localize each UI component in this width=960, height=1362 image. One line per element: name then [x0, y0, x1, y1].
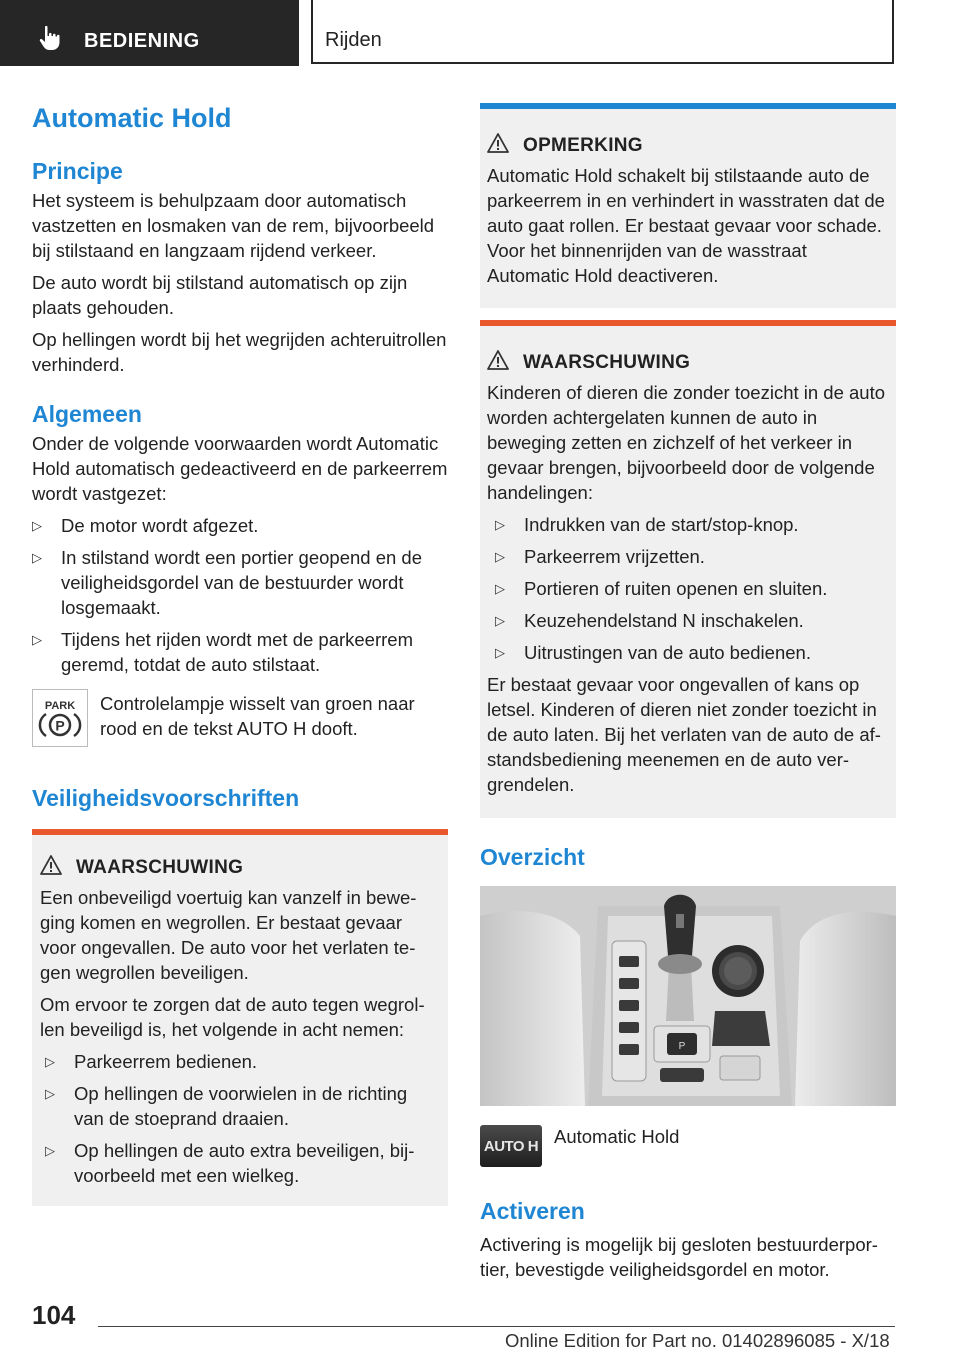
bullet-triangle-icon: ▷	[32, 632, 42, 647]
warning-box-right	[480, 320, 896, 818]
list-item: ▷ De motor wordt afgezet.	[32, 515, 259, 536]
list-item: ▷ In stilstand wordt een portier geopend en de veiligheidsgordel van de bestuurder wordt losgemaakt.	[32, 547, 422, 618]
bullet-triangle-icon: ▷	[32, 550, 42, 565]
algemeen-intro: Onder de volgende voorwaarden wordt Automatic Hold automatisch gedeactiveerd en de parkeerrem wordt vastgezet:	[32, 433, 448, 504]
edition-text: Online Edition for Part no. 01402896085 - X/18	[505, 1330, 890, 1351]
list-item: ▷ Op hellingen de auto extra beveiligen, bijvoorbeeld met een wielkeg.	[45, 1140, 415, 1186]
bullet-triangle-icon: ▷	[495, 549, 505, 564]
bullet-triangle-icon: ▷	[495, 517, 505, 532]
bullet-triangle-icon: ▷	[495, 645, 505, 660]
bullet-triangle-icon: ▷	[45, 1054, 55, 1069]
principe-paragraph-2: De auto wordt bij stilstand automatisch op zijn plaats gehouden.	[32, 272, 408, 318]
section-title: BEDIENING	[84, 30, 200, 52]
svg-text:PARK: PARK	[44, 700, 76, 712]
bullet-triangle-icon: ▷	[45, 1143, 55, 1158]
auto-h-caption: Automatic Hold	[554, 1126, 680, 1147]
warning-bullet-list	[487, 512, 889, 665]
heading-activeren: Activeren	[480, 1198, 585, 1224]
list-item: ▷ Parkeerrem bedienen.	[45, 1051, 258, 1072]
center-console-illustration	[480, 886, 896, 1106]
warning-outro: Er bestaat gevaar voor ongevallen of kans op letsel. Kinderen of dieren niet zonder toezicht in de auto laten. Bij het verlaten van de auto de afstandsbediening meenemen en de auto vergrendelen.	[487, 674, 881, 795]
bullet-triangle-icon: ▷	[495, 581, 505, 596]
warning-paragraph-1: Een onbeveiligd voertuig kan vanzelf in beweging komen en wegrollen. Er bestaat gevaar voor ongevallen. De auto voor het verlaten tegen wegrollen beveiligen.	[40, 887, 417, 983]
page-title: Automatic Hold	[32, 103, 232, 133]
bullet-triangle-icon: ▷	[45, 1086, 55, 1101]
warning-triangle-icon	[487, 350, 509, 370]
warning-triangle-icon	[487, 133, 509, 153]
note-box	[480, 103, 896, 308]
svg-text:P: P	[55, 717, 65, 734]
list-item: ▷ Op hellingen de voorwielen in de richting van de stoeprand draaien.	[45, 1083, 408, 1129]
list-item: ▷ Uitrustingen van de auto bedienen.	[495, 642, 811, 663]
warning-heading: WAARSCHUWING	[487, 350, 889, 374]
footer-divider	[98, 1326, 895, 1327]
list-item: ▷ Portieren of ruiten openen en sluiten.	[495, 578, 828, 599]
warning-box-left	[32, 829, 448, 1206]
hand-pointer-icon	[36, 24, 64, 52]
auto-h-button-icon: AUTO H	[480, 1125, 542, 1167]
warning-paragraph-2: Om ervoor te zorgen dat de auto tegen wegrollen beveiligd is, het volgende in acht nemen:	[40, 994, 425, 1040]
bullet-triangle-icon: ▷	[32, 518, 42, 533]
chapter-tab	[311, 0, 894, 64]
list-item: ▷ Parkeerrem vrijzetten.	[495, 546, 705, 567]
park-indicator-icon	[32, 689, 88, 747]
page-header	[0, 0, 960, 66]
list-item: ▷ Tijdens het rijden wordt met de parkeerrem geremd, totdat de auto stilstaat.	[32, 629, 413, 675]
warning-bullet-list	[40, 1049, 440, 1188]
page-number: 104	[32, 1300, 76, 1330]
section-tab	[0, 0, 299, 66]
bullet-triangle-icon: ▷	[495, 613, 505, 628]
list-item: ▷ Keuzehendelstand N inschakelen.	[495, 610, 804, 631]
activeren-text: Activering is mogelijk bij gesloten bestuurderportier, bevestigde veiligheidsgordel en motor.	[480, 1234, 878, 1280]
indicator-description: Controlelampje wisselt van groen naar rood en de tekst AUTO H dooft.	[100, 693, 415, 739]
heading-veiligheidsvoorschriften: Veiligheidsvoorschriften	[32, 785, 300, 811]
algemeen-bullet-list	[32, 513, 448, 677]
principe-paragraph-3: Op hellingen wordt bij het wegrijden achteruitrollen verhinderd.	[32, 329, 447, 375]
warning-heading: WAARSCHUWING	[40, 855, 440, 879]
note-heading: OPMERKING	[487, 133, 889, 157]
heading-algemeen: Algemeen	[32, 401, 142, 427]
center-console-photo	[480, 886, 896, 1106]
note-text: Automatic Hold schakelt bij stilstaande auto de parkeerrem in en verhindert in wasstraten dat de auto gaat rollen. Er bestaat gevaar voor schade. Voor het binnenrijden van de wasstraat Automatic Hold deactiveren.	[487, 165, 885, 286]
heading-overzicht: Overzicht	[480, 844, 585, 870]
warning-triangle-icon	[40, 855, 62, 875]
left-column	[32, 100, 448, 813]
list-item: ▷ Indrukken van de start/stop-knop.	[495, 514, 799, 535]
heading-principe: Principe	[32, 158, 123, 184]
principe-paragraph-1: Het systeem is behulpzaam door automatisch vastzetten en losmaken van de rem, bijvoorbeeld bij stilstaand en langzaam rijdend verkeer.	[32, 190, 435, 261]
chapter-title: Rijden	[325, 29, 382, 51]
indicator-row	[32, 689, 448, 755]
warning-intro: Kinderen of dieren die zonder toezicht in de auto worden achtergelaten kunnen de auto in beweging zetten en zichzelf of het verkeer in gevaar brengen, bijvoorbeeld door de volgende handelingen:	[487, 382, 886, 503]
svg-text:P: P	[678, 1041, 686, 1052]
page-footer	[0, 1296, 960, 1362]
